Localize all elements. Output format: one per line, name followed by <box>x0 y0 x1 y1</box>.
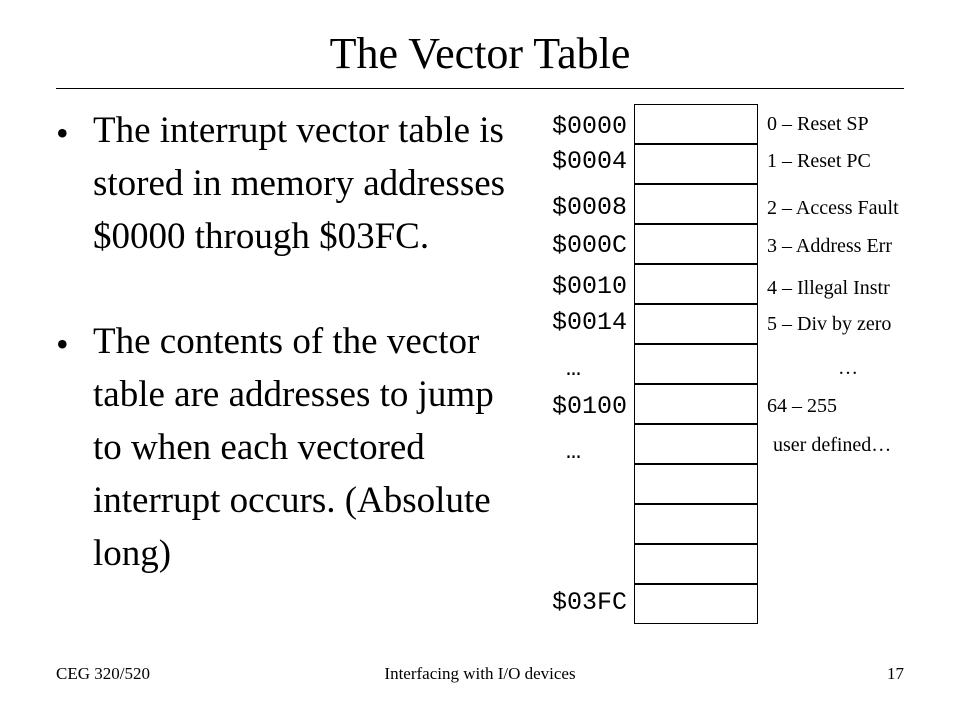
vector-description: 64 – 255 <box>767 395 837 417</box>
vector-description: 0 – Reset SP <box>767 113 869 135</box>
footer-course: CEG 320/520 <box>56 664 150 683</box>
slide-title: The Vector Table <box>329 29 631 78</box>
address-label: $0100 <box>551 392 627 421</box>
memory-cell <box>634 264 758 304</box>
vector-description: user defined… <box>773 434 892 456</box>
memory-cell <box>634 104 758 144</box>
address-label: $0000 <box>551 112 627 141</box>
memory-cell <box>634 184 758 224</box>
bullet-text-vector-table-contents: The contents of the vector table are addresses to jump to when each vectored interrupt occurs. (Absolute long) <box>93 321 494 574</box>
title-divider <box>56 88 904 89</box>
vector-description: 2 – Access Fault <box>767 197 899 219</box>
vector-description: 4 – Illegal Instr <box>767 277 890 299</box>
address-label: $0008 <box>551 193 627 222</box>
vector-description: 1 – Reset PC <box>767 150 871 172</box>
memory-cell <box>634 504 758 544</box>
memory-cell <box>634 144 758 184</box>
memory-cell <box>634 224 758 264</box>
address-label: $0004 <box>551 147 627 176</box>
vector-ellipsis: … <box>838 357 858 379</box>
memory-cell <box>634 304 758 344</box>
address-label: $0014 <box>551 308 627 337</box>
vector-description: 3 – Address Err <box>767 235 892 257</box>
vector-description: 5 – Div by zero <box>767 313 892 335</box>
memory-cell <box>634 384 758 424</box>
memory-cell <box>634 464 758 504</box>
bullet-marker: • <box>56 324 69 364</box>
memory-cell <box>634 544 758 584</box>
address-ellipsis: … <box>566 354 582 383</box>
memory-cell <box>634 424 758 464</box>
address-label: $0010 <box>551 272 627 301</box>
memory-cell <box>634 584 758 624</box>
address-label: $000C <box>551 231 627 260</box>
page-number: 17 <box>887 664 904 683</box>
address-label: $03FC <box>551 588 627 617</box>
footer-topic: Interfacing with I/O devices <box>384 664 576 683</box>
bullet-marker: • <box>56 113 69 153</box>
memory-cell <box>634 344 758 384</box>
address-ellipsis: … <box>566 437 582 466</box>
bullet-text-vector-table-location: The interrupt vector table is stored in memory addresses $0000 through $03FC. <box>93 110 506 257</box>
